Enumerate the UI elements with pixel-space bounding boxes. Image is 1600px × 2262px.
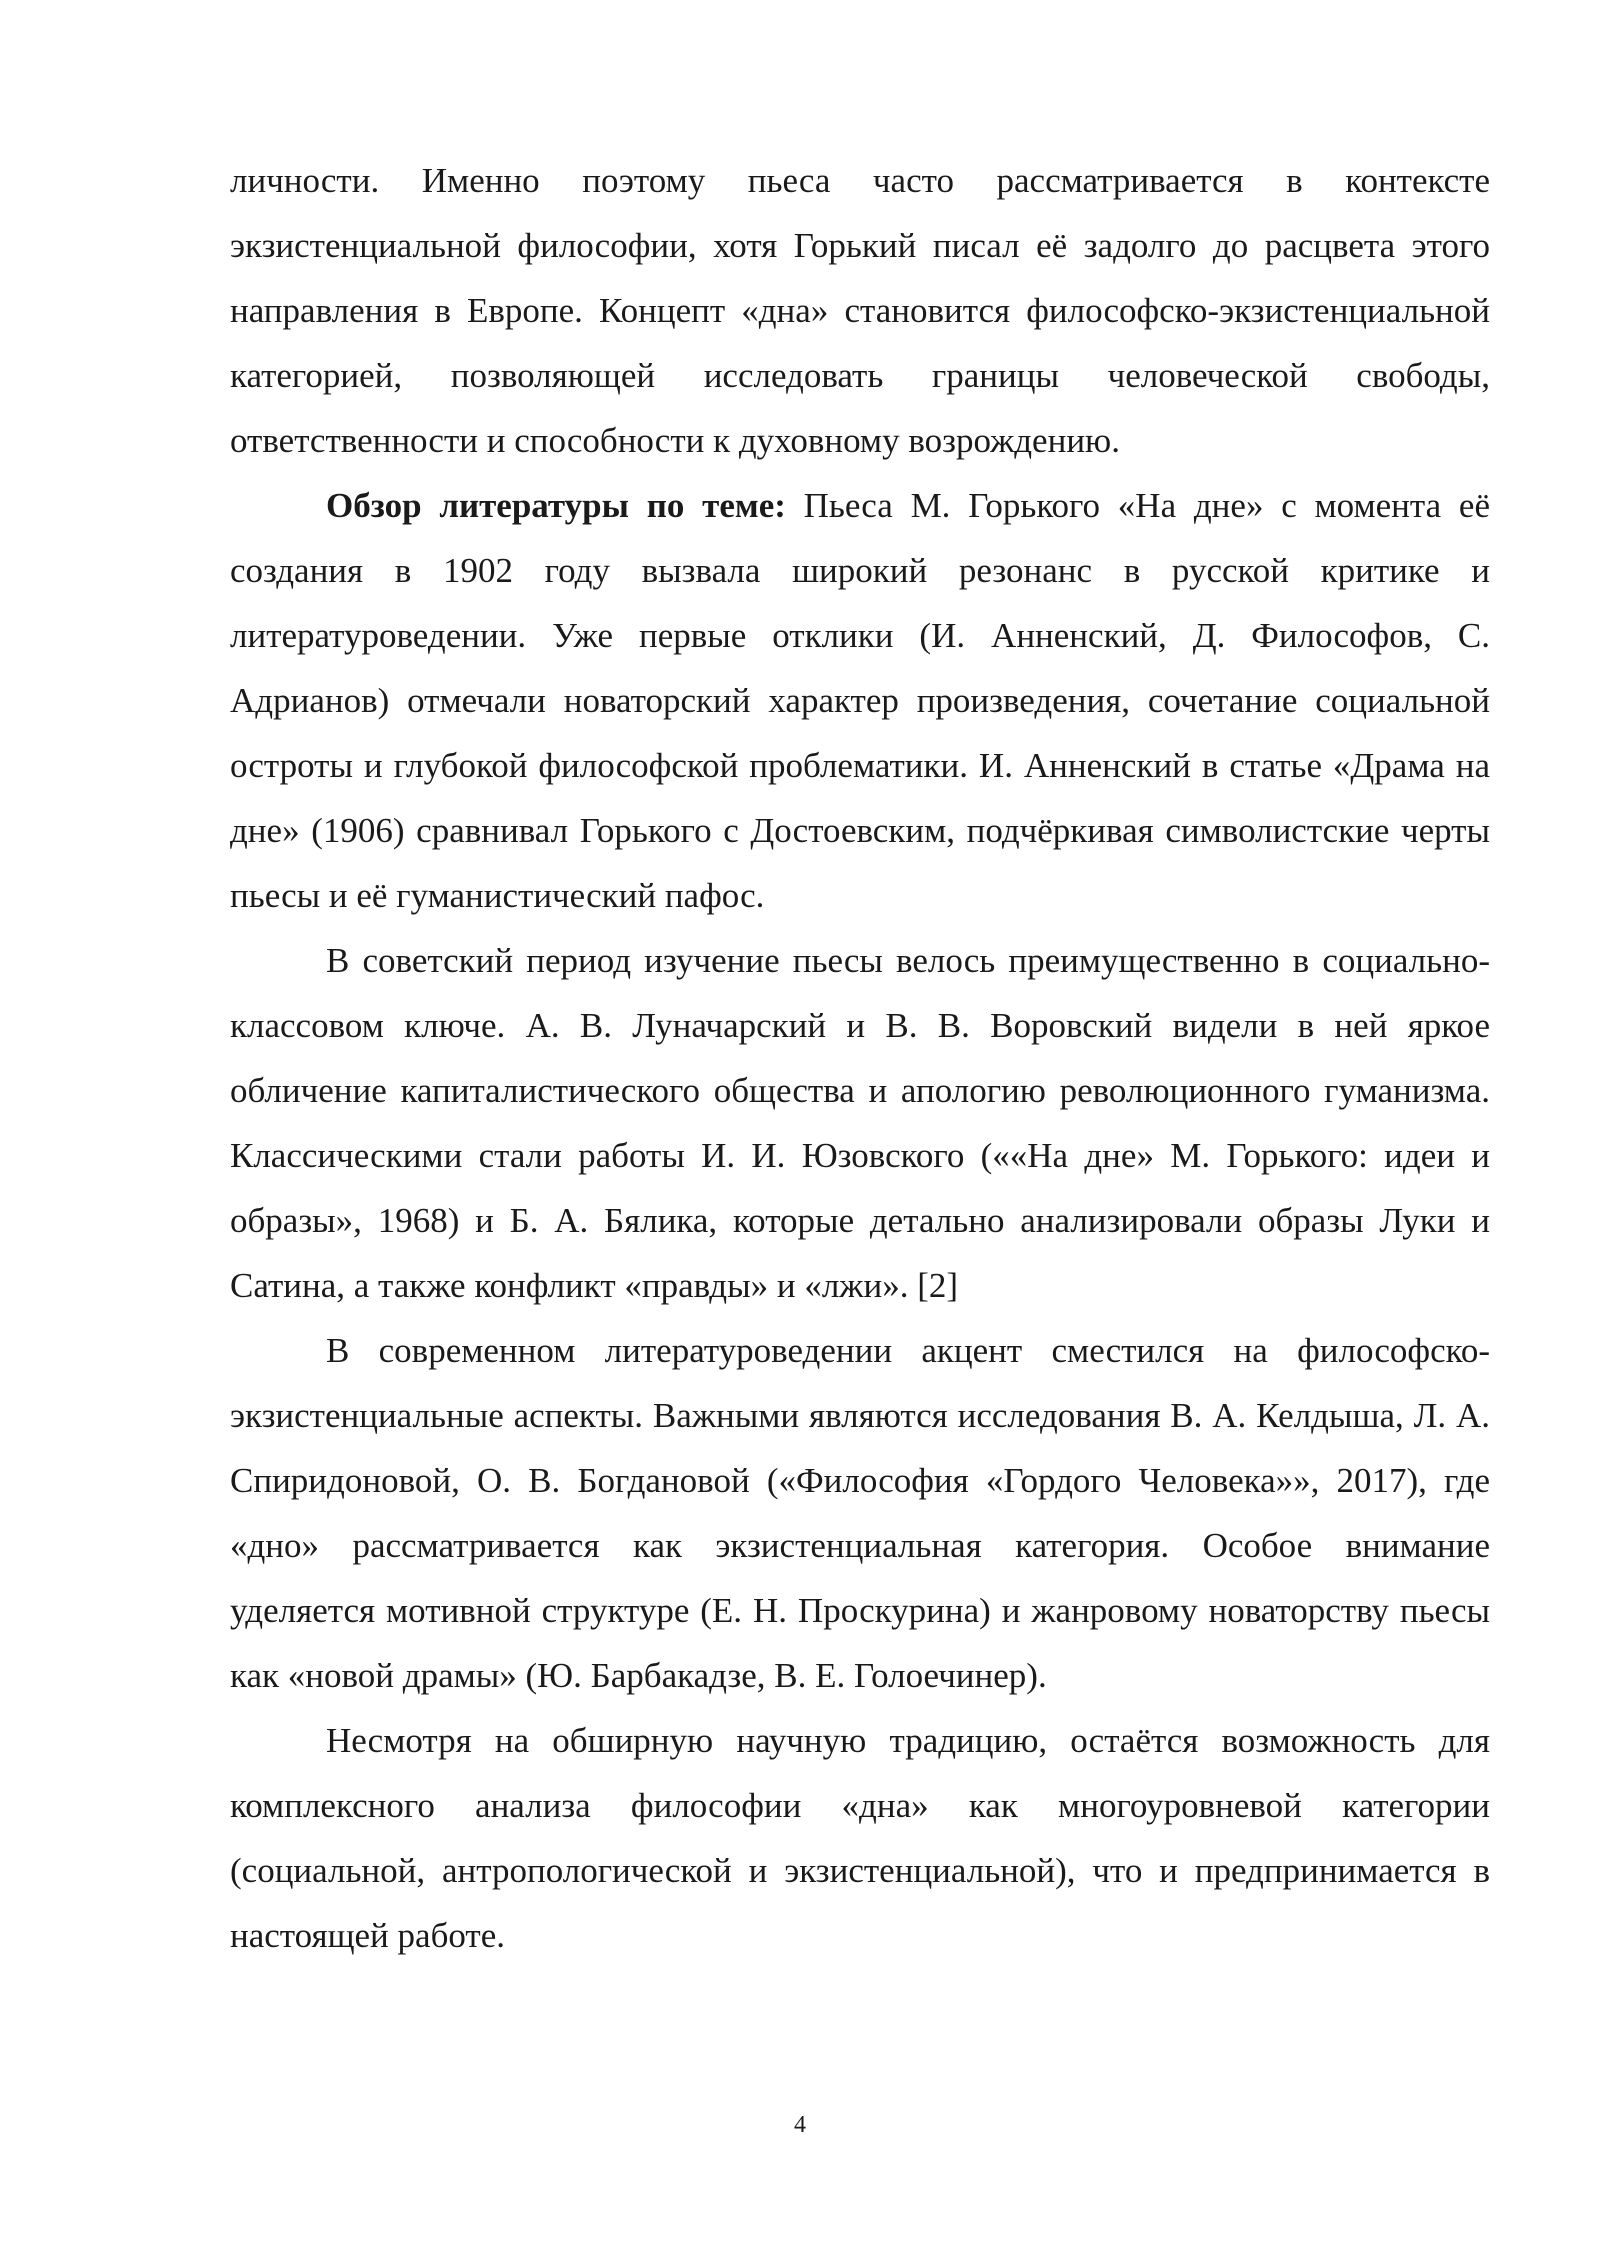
paragraph-soviet-period [230, 928, 1490, 1318]
paragraph-modern-studies [230, 1318, 1490, 1708]
paragraph-text: Несмотря на обширную научную традицию, остаётся возможность для комплексного анализа философии «дна» как многоуровневой категории (социальной, антропологической и экзистенциальной), что и предпринимается в настоящей работе. [230, 1721, 1490, 1955]
page-number: 4 [794, 2112, 806, 2138]
body-text [230, 148, 1490, 1968]
section-label: Обзор литературы по теме: [326, 486, 786, 525]
paragraph-text: Пьеса М. Горького «На дне» с момента её создания в 1902 году вызвала широкий резонанс в русской критике и литературоведении. Уже первые отклики (И. Анненский, Д. Философов, С. Адрианов) отмечали новаторский характер произведения, сочетание социальной остроты и глубокой философской проблематики. И. Анненский в статье «Драма на дне» (1906) сравнивал Горького с Достоевским, подчёркивая символистские черты пьесы и её гуманистический пафос. [230, 486, 1490, 915]
paragraph-literature-review [230, 473, 1490, 928]
paragraph-text: В советский период изучение пьесы велось преимущественно в социально-классовом ключе. А. В. Луначарский и В. В. Воровский видели в ней яркое обличение капиталистического общества и апологию революционного гуманизма. Классическими стали работы И. И. Юзовского (««На дне» М. Горького: идеи и образы», 1968) и Б. А. Бялика, которые детально анализировали образы Луки и Сатина, а также конфликт «правды» и «лжи». [2] [230, 941, 1490, 1305]
paragraph-continued-text [230, 148, 1490, 473]
paragraph-text: личности. Именно поэтому пьеса часто рассматривается в контексте экзистенциальной философии, хотя Горький писал её задолго до расцвета этого направления в Европе. Концепт «дна» становится философско-экзистенциальной категорией, позволяющей исследовать границы человеческой свободы, ответственности и способности к духовному возрождению. [230, 161, 1490, 460]
paragraph-text: В современном литературоведении акцент сместился на философско-экзистенциальные аспекты. Важными являются исследования В. А. Келдыша, Л. А. Спиридоновой, О. В. Богдановой («Философия «Гордого Человека»», 2017), где «дно» рассматривается как экзистенциальная категория. Особое внимание уделяется мотивной структуре (Е. Н. Проскурина) и жанровому новаторству пьесы как «новой драмы» (Ю. Барбакадзе, В. Е. Голоечинер). [230, 1331, 1490, 1695]
paragraph-conclusion [230, 1708, 1490, 1968]
